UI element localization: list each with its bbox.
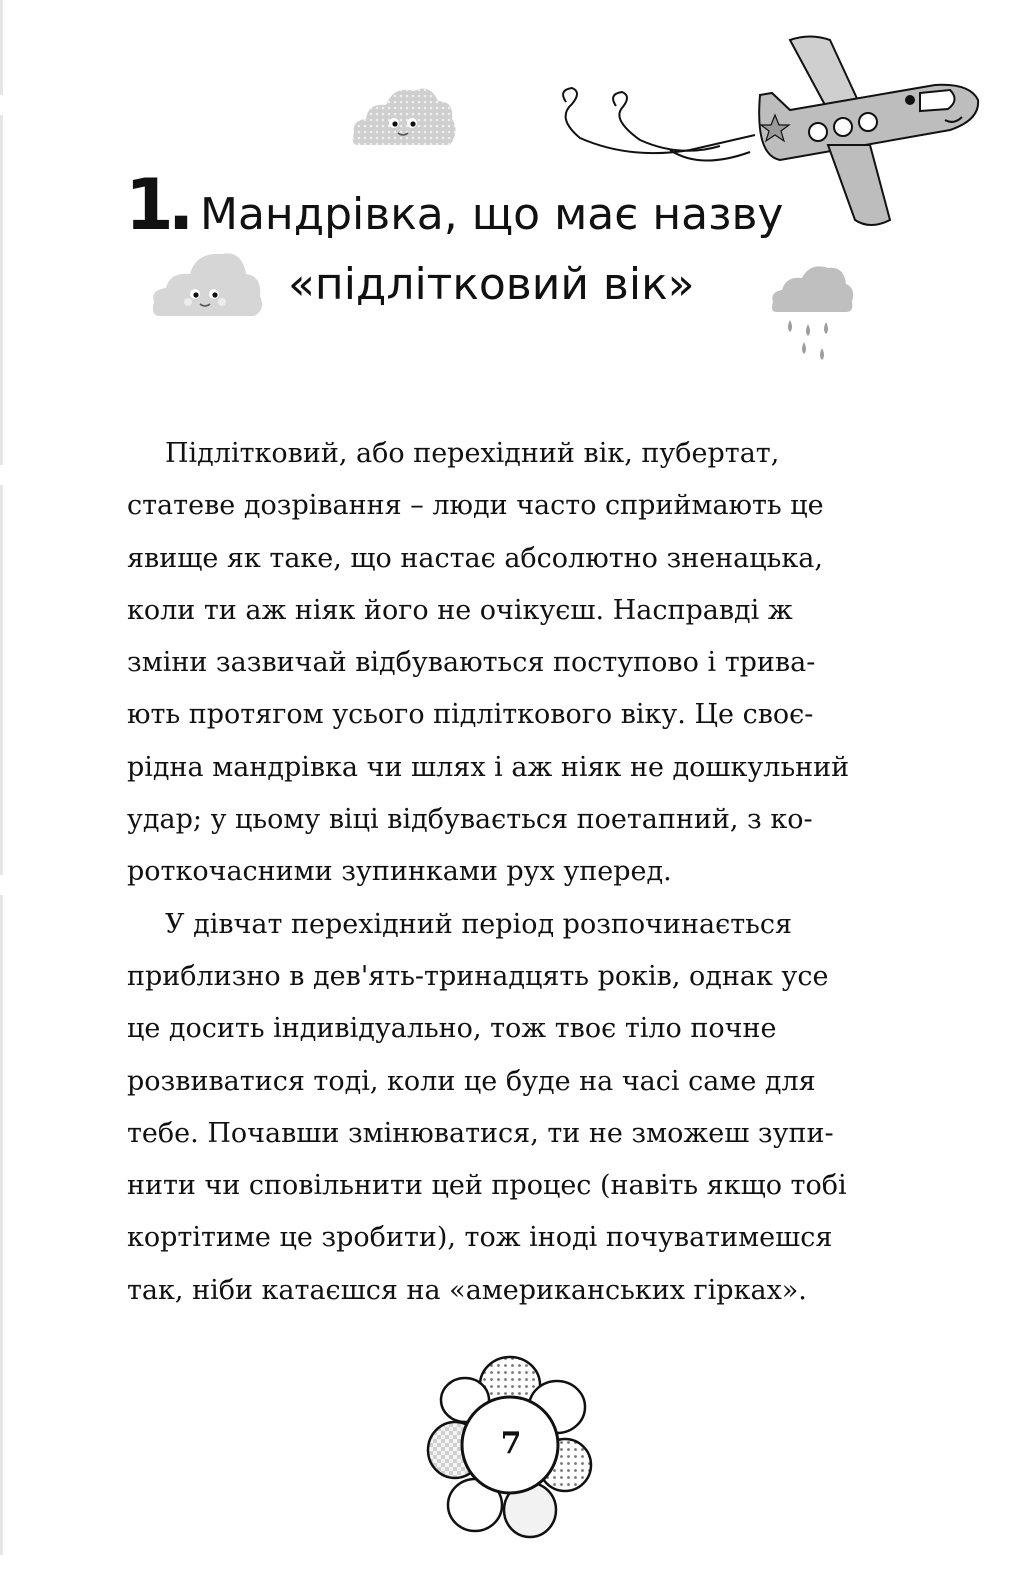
page-edge-mark xyxy=(0,895,3,1555)
text-line: статеве дозрівання – люди часто сприймають це xyxy=(127,490,824,522)
text-line: явище як таке, що настає абсолютно зненацька, xyxy=(127,542,823,574)
text-line: приблизно в дев'ять-тринадцять років, однак усе xyxy=(127,960,829,992)
chapter-title-line: Мандрівка, що має назву xyxy=(200,189,784,240)
text-line: У дівчат перехідний період розпочинається xyxy=(165,908,793,940)
text-line: Підлітковий, або перехідний вік, пубертат, xyxy=(165,438,780,469)
text-line: коли ти аж ніяк його не очікуєш. Насправді ж xyxy=(127,594,793,626)
text-line: кортітиме це зробити), тож іноді почуватимешся xyxy=(127,1222,833,1254)
chapter-title-line: «підлітковий вік» xyxy=(288,259,695,310)
swirl-trail-icon xyxy=(550,80,770,175)
body-text xyxy=(127,428,927,1317)
text-line: це досить індивідуально, тож твоє тіло почне xyxy=(127,1013,777,1045)
page-edge-mark xyxy=(0,485,3,875)
smiling-cloud-icon xyxy=(350,75,460,150)
text-line: розвиватися тоді, коли це буде на часі саме для xyxy=(127,1065,816,1097)
text-line: рідна мандрівка чи шлях і аж ніяк не дошкульний xyxy=(127,751,850,783)
text-line: ють протягом усього підліткового віку. Це своє- xyxy=(127,699,814,731)
page-number: 7 xyxy=(500,1426,522,1461)
chapter-title xyxy=(200,180,840,320)
text-line: зміни зазвичай відбуваються поступово і трива- xyxy=(127,647,816,679)
chapter-number: 1. xyxy=(125,164,189,246)
page-edge-mark xyxy=(0,115,3,465)
text-line: тебе. Почавши змінюватися, ти не зможеш зупи- xyxy=(127,1117,834,1149)
text-line: так, ніби катаєшся на «американських гірках». xyxy=(127,1274,807,1306)
text-line: удар; у цьому віці відбувається поетапний, з ко- xyxy=(127,804,813,836)
text-line: нити чи сповільнити цей процес (навіть якщо тобі xyxy=(127,1170,847,1202)
text-line: роткочасними зупинками рух уперед. xyxy=(127,856,672,888)
page-edge-mark xyxy=(0,0,3,95)
